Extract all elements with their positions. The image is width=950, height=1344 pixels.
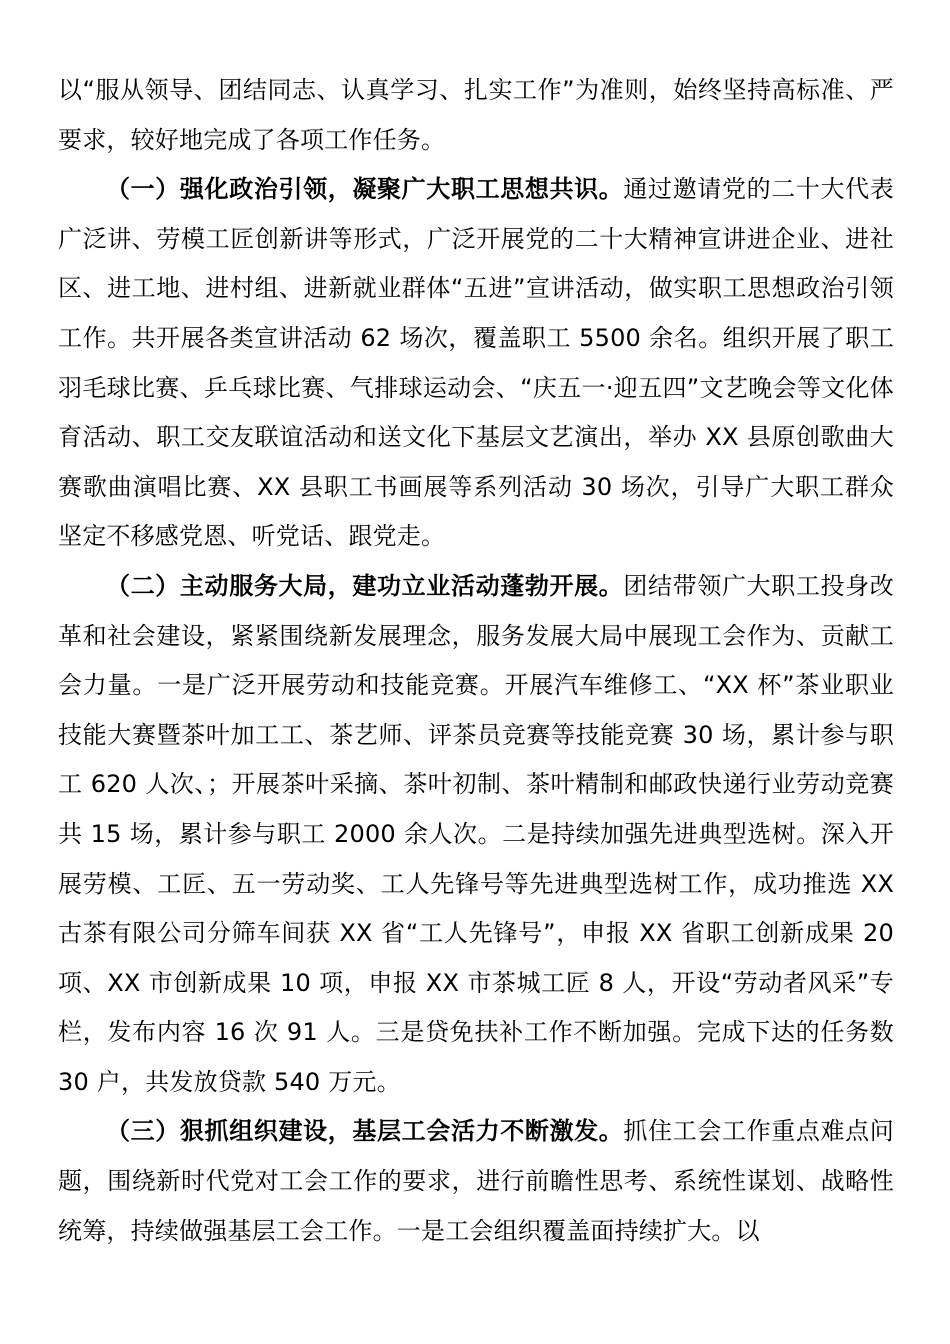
section-2-heading: （二）主动服务大局，建功立业活动蓬勃开展。 xyxy=(106,571,624,600)
paragraph-intro-text: 以“服从领导、团结同志、认真学习、扎实工作”为准则，始终坚持高标准、严要求，较好地完成了各项工作任务。 xyxy=(58,76,894,154)
paragraph-section-1 xyxy=(58,165,894,562)
paragraph-section-3 xyxy=(58,1107,894,1256)
paragraph-intro xyxy=(58,66,894,165)
section-1-text: 通过邀请党的二十大代表广泛讲、劳模工匠创新讲等形式，广泛开展党的二十大精神宣讲进企业、进社区、进工地、进村组、进新就业群体“五进”宣讲活动，做实职工思想政治引领工作。共开展各类宣讲活动 62 场次，覆盖职工 5500 余名。组织开展了职工羽毛球比赛、乒乓球比赛、气排球运动会、“庆五一·迎五四”文艺晚会等文化体育活动、职工交友联谊活动和送文化下基层文艺演出，举办 XX 县原创歌曲大赛歌曲演唱比赛、XX 县职工书画展等系列活动 30 场次，引导广大职工群众坚定不移感党恩、听党话、跟党走。 xyxy=(58,175,895,551)
document-body xyxy=(58,66,894,1256)
section-2-text: 团结带领广大职工投身改革和社会建设，紧紧围绕新发展理念，服务发展大局中展现工会作为、贡献工会力量。一是广泛开展劳动和技能竞赛。开展汽车维修工、“XX 杯”茶业职业技能大赛暨茶叶加工工、茶艺师、评茶员竞赛等技能竞赛 30 场，累计参与职工 620 人次、；开展茶叶采摘、茶叶初制、茶叶精制和邮政快递行业劳动竞赛共 15 场，累计参与职工 2000 余人次。二是持续加强先进典型选树。深入开展劳模、工匠、五一劳动奖、工人先锋号等先进典型选树工作，成功推选 XX 古茶有限公司分筛车间获 XX 省“工人先锋号”，申报 XX 省职工创新成果 20 项、XX 市创新成果 10 项，申报 XX 市茶城工匠 8 人，开设“劳动者风采”专栏，发布内容 16 次 91 人。三是贷免扶补工作不断加强。完成下达的任务数 30 户，共发放贷款 540 万元。 xyxy=(58,571,895,1096)
section-3-heading: （三）狠抓组织建设，基层工会活力不断激发。 xyxy=(106,1117,624,1146)
paragraph-section-2 xyxy=(58,562,894,1108)
section-3-text: 抓住工会工作重点难点问题，围绕新时代党对工会工作的要求，进行前瞻性思考、系统性谋划、战略性统筹，持续做强基层工会工作。一是工会组织覆盖面持续扩大。以 xyxy=(58,1117,895,1245)
section-1-heading: （一）强化政治引领，凝聚广大职工思想共识。 xyxy=(106,175,624,204)
